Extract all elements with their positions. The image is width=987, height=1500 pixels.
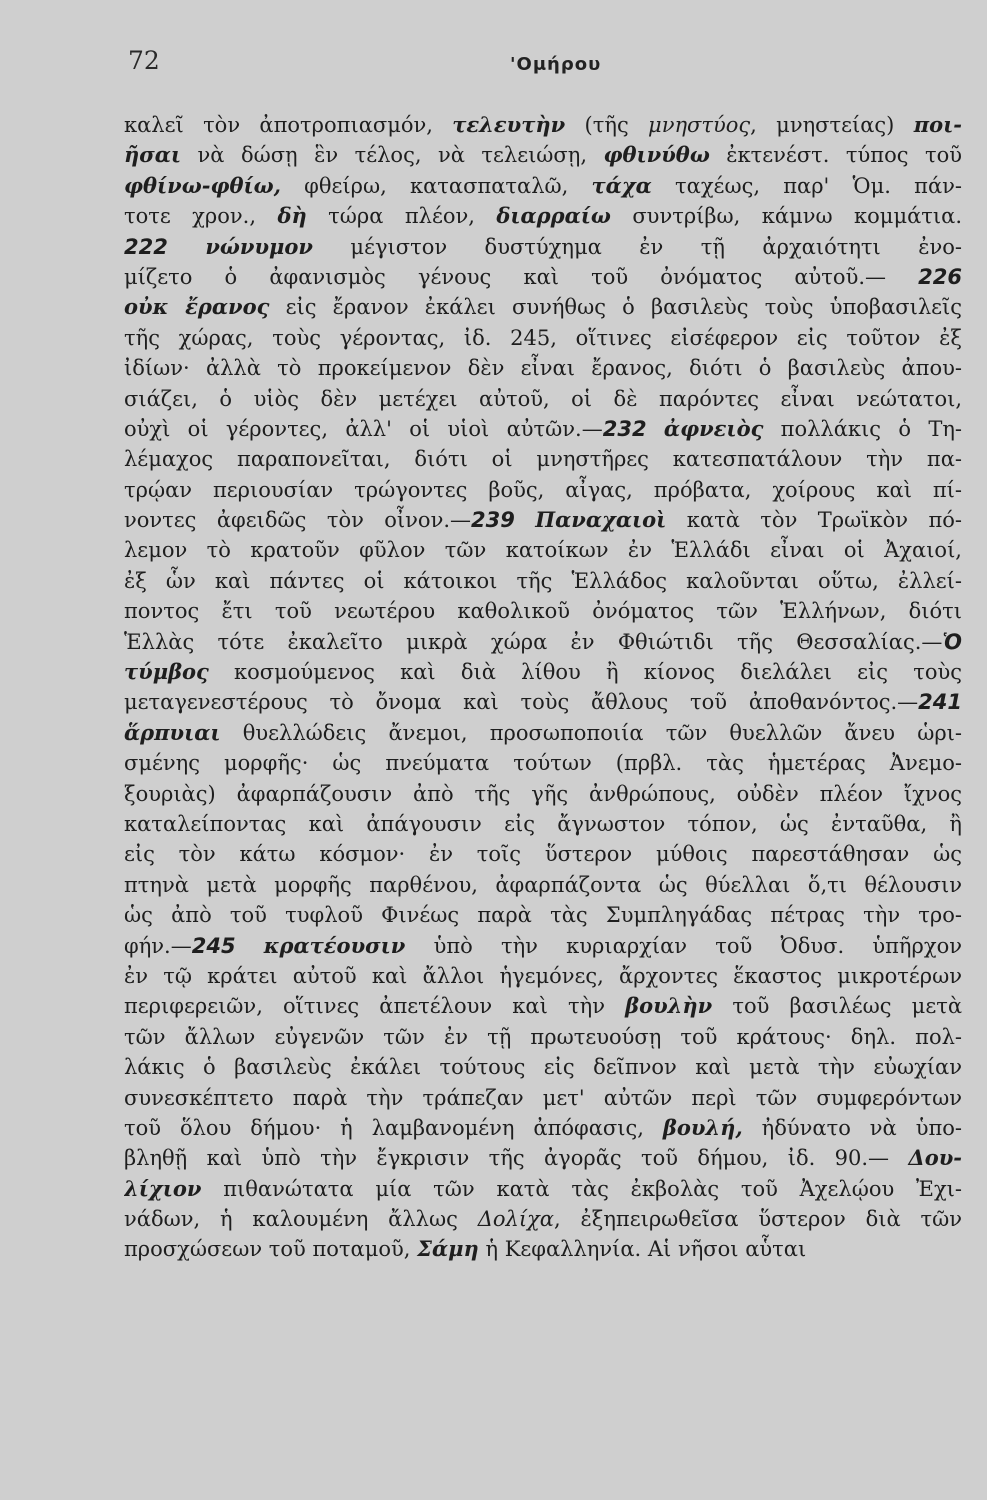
lemma-term: φθινύθω [603,142,710,168]
text-run: εἰς τὸν κάτω κόσμον· ἐν τοῖς ὕστερον μύθοις παρεστάθησαν ὡς [124,842,962,867]
text-line [124,110,962,140]
text-run: περιφερειῶν, οἵτινες ἀπετέλουν καὶ τὴν [124,994,626,1019]
verse-number: 241 [918,690,962,715]
text-line [124,414,962,444]
text-run: (τῆς [565,113,649,137]
text-line [124,353,962,383]
text-line [124,384,962,414]
text-run [236,934,264,958]
text-line [124,627,962,657]
text-run: πτηνὰ μετὰ μορφῆς παρθένου, ἀφαρπάζοντα ὡς θύελλαι ὅ,τι θέλουσιν [124,872,962,897]
text-line [124,505,962,535]
text-run: , ἐξηπειρωθεῖσα ὕστερον διὰ τῶν [553,1207,962,1232]
text-line [124,262,962,292]
lemma-term: διαρραίω [496,203,611,229]
text-run: μέγιστον δυστύχημα ἐν τῇ ἀρχαιότητι ἐνο- [312,234,962,259]
text-line [124,1113,962,1143]
text-run: τῶν ἄλλων εὐγενῶν τῶν ἐν τῇ πρωτευούσῃ τοῦ κράτους· δηλ. πολ- [124,1024,962,1049]
running-head: 'Ομήρου [510,54,602,75]
text-run: ἰδίων· ἀλλὰ τὸ προκείμενον δὲν εἶναι ἔρανος, διότι ὁ βασιλεὺς ἀπου- [124,356,962,381]
text-line [124,596,962,626]
text-run: φθείρω, κατασπαταλῶ, [280,173,592,198]
text-run: σμένης μορφῆς· ὡς πνεύματα τούτων (πρβλ. τὰς ἡμετέρας Ἀνεμο- [124,751,962,776]
text-line [124,839,962,869]
text-run: ποντος ἔτι τοῦ νεωτέρου καθολικοῦ ὀνόματος τῶν Ἑλλήνων, διότι [124,599,962,624]
lemma-term: βουλὴν [625,993,713,1019]
commentary-text [124,110,962,1265]
verse-number: 232 [602,416,647,441]
lemma-term: μνηστύος [648,113,751,137]
text-run [168,235,205,259]
text-line [124,870,962,900]
text-line [124,1204,962,1234]
lemma-term: Σάμη [417,1236,479,1262]
text-run: ἐν τῷ κράτει αὐτοῦ καὶ ἄλλοι ἡγεμόνες, ἄρχοντες ἕκαστος μικροτέρων [124,963,962,988]
text-line [124,1174,962,1204]
text-line [124,991,962,1021]
text-line [124,1052,962,1082]
text-run: τώρα πλέον, [306,204,497,229]
text-line [124,748,962,778]
lemma-term: τάχα [591,172,652,198]
text-run: νάδων, ἡ καλουμένη ἄλλως [124,1207,478,1232]
lemma-term: τελευτὴν [452,112,566,137]
lemma-term: λίχιον [124,1175,202,1201]
text-line [124,171,962,201]
text-line [124,779,962,809]
text-line [124,931,962,961]
text-run: βληθῇ καὶ ὑπὸ τὴν ἔγκρισιν τῆς ἀγορᾶς τοῦ δήμου, ἰδ. 90.— [124,1146,909,1171]
text-run: ὑπὸ τὴν κυριαρχίαν τοῦ Ὀδυσ. ὑπῆρχον [405,933,962,958]
text-line [124,809,962,839]
lemma-term: κρατέουσιν [263,932,406,958]
text-run: ὡς ἀπὸ τοῦ τυφλοῦ Φινέως παρὰ τὰς Συμπληγάδας πέτρας τὴν τρο- [124,903,962,928]
lemma-term: ἀφνειὸς [663,415,764,441]
text-run: προσχώσεων τοῦ ποταμοῦ, [124,1237,418,1262]
text-line [124,566,962,596]
verse-number: Ὁ [942,629,962,654]
text-run: συνεσκέπτετο παρὰ τὴν τράπεζαν μετ' αὐτῶν περὶ τῶν συμφερόντων [124,1085,962,1110]
lemma-term: ἅρπυιαι [124,719,221,745]
text-line [124,657,962,687]
page-header [0,38,987,88]
text-run: λάκις ὁ βασιλεὺς ἐκάλει τούτους εἰς δεῖπνον καὶ μετὰ τὴν εὐωχίαν [124,1055,962,1080]
text-run: θυελλώδεις ἄνεμοι, προσωποποιία τῶν θυελλῶν ἄνευ ὡρι- [220,720,962,745]
text-line [124,444,962,474]
lemma-term: βουλή, [662,1114,743,1140]
text-run [515,508,535,532]
text-line [124,1022,962,1052]
verse-number: 222 [124,234,168,259]
text-run: ταχέως, παρ' Ὁμ. πάν- [651,173,962,198]
text-run: νὰ δώσῃ ἓν τέλος, νὰ τελειώσῃ, [181,143,604,168]
text-run: μίζετο ὁ ἀφανισμὸς γένους καὶ τοῦ ὀνόματος αὐτοῦ.— [124,264,919,289]
text-run: ἐξ ὧν καὶ πάντες οἱ κάτοικοι τῆς Ἑλλάδος καλοῦνται οὕτω, ἐλλεί- [124,568,962,593]
text-run: τρῴαν περιουσίαν τρώγοντες βοῦς, αἶγας, πρόβατα, χοίρους καὶ πί- [124,477,962,502]
text-run: φήν.— [124,933,192,958]
verse-number: 226 [918,264,962,289]
text-run: νοντες ἀφειδῶς τὸν οἶνον.— [124,508,472,533]
verse-number: 239 [471,508,515,533]
text-run: καλεῖ τὸν ἀποτροπιασμόν, [124,113,453,137]
lemma-term: ποι- [913,112,962,137]
text-run: λέμαχος παραπονεῖται, διότι οἱ μνηστῆρες κατεσπατάλουν τὴν πα- [124,447,962,472]
text-run: μεταγενεστέρους τὸ ὄνομα καὶ τοὺς ἄθλους τοῦ ἀποθανόντος.— [124,690,919,715]
text-run: , μνηστείας) [750,113,914,137]
text-line [124,1083,962,1113]
verse-number: 245 [191,933,236,958]
lemma-term: δὴ [277,203,307,229]
lemma-term: Δου- [908,1145,962,1171]
text-line [124,292,962,322]
text-line [124,232,962,262]
text-line [124,687,962,717]
text-line [124,961,962,991]
text-run [647,417,664,441]
page-number: 72 [128,46,160,75]
text-line [124,1143,962,1173]
text-run: τοῦ ὅλου δήμου· ἡ λαμβανομένη ἀπόφασις, [124,1115,663,1140]
lemma-term: φθίνω-φθίω, [124,172,281,198]
text-line [124,201,962,231]
text-run: σιάζει, ὁ υἱὸς δὲν μετέχει αὐτοῦ, οἱ δὲ παρόντες εἶναι νεώτατοι, [124,386,962,411]
text-line [124,475,962,505]
text-run: κατὰ τὸν Τρωϊκὸν πό- [666,508,962,533]
text-run: ἡ Κεφαλληνία. Αἱ νῆσοι αὗται [478,1237,807,1262]
text-line [124,535,962,565]
text-line [124,1234,962,1264]
text-line [124,140,962,170]
text-run: καταλείποντας καὶ ἀπάγουσιν εἰς ἄγνωστον τόπον, ὡς ἐνταῦθα, ἢ [124,811,962,836]
text-run: ξουριὰς) ἀφαρπάζουσιν ἀπὸ τῆς γῆς ἀνθρώπους, οὐδὲν πλέον ἴχνος [124,781,962,806]
text-line [124,323,962,353]
text-run: Ἑλλὰς τότε ἐκαλεῖτο μικρὰ χώρα ἐν Φθιώτιδι τῆς Θεσσαλίας.— [124,629,943,654]
text-run: λεμον τὸ κρατοῦν φῦλον τῶν κατοίκων ἐν Ἑλλάδι εἶναι οἱ Ἀχαιοί, [124,538,962,563]
text-line [124,718,962,748]
lemma-term: τύμβος [124,659,209,685]
text-run: πιθανώτατα μία τῶν κατὰ τὰς ἐκβολὰς τοῦ Ἀχελῴου Ἐχι- [201,1176,962,1201]
text-run: τοῦ βασιλέως μετὰ [712,994,962,1019]
text-run: τῆς χώρας, τοὺς γέροντας, ἰδ. 245, οἵτινες εἰσέφερον εἰς τοῦτον ἐξ [124,325,962,350]
text-run: κοσμούμενος καὶ διὰ λίθου ἢ κίονος διελάλει εἰς τοὺς [208,660,962,685]
text-run: εἰς ἔρανον ἐκάλει συνήθως ὁ βασιλεὺς τοὺς ὑποβασιλεῖς [269,295,962,320]
text-run: ἐκτενέστ. τύπος τοῦ [709,143,962,168]
lemma-term: Παναχαιοὶ [535,507,667,533]
lemma-term: Δολίχα [477,1207,554,1232]
text-line [124,900,962,930]
text-run: ἠδύνατο νὰ ὑπο- [742,1115,962,1140]
lemma-term: νώνυμον [205,233,313,259]
text-run: συντρίβω, κάμνω κομμάτια. [610,204,962,229]
text-run: πολλάκις ὁ Τη- [763,416,962,441]
text-run: τοτε χρον., [124,204,278,229]
text-run: οὐχὶ οἱ γέροντες, ἀλλ' οἱ υἱοὶ αὐτῶν.— [124,416,603,441]
lemma-term: ῆσαι [124,142,182,168]
lemma-term: οὐκ ἔρανος [124,294,270,320]
